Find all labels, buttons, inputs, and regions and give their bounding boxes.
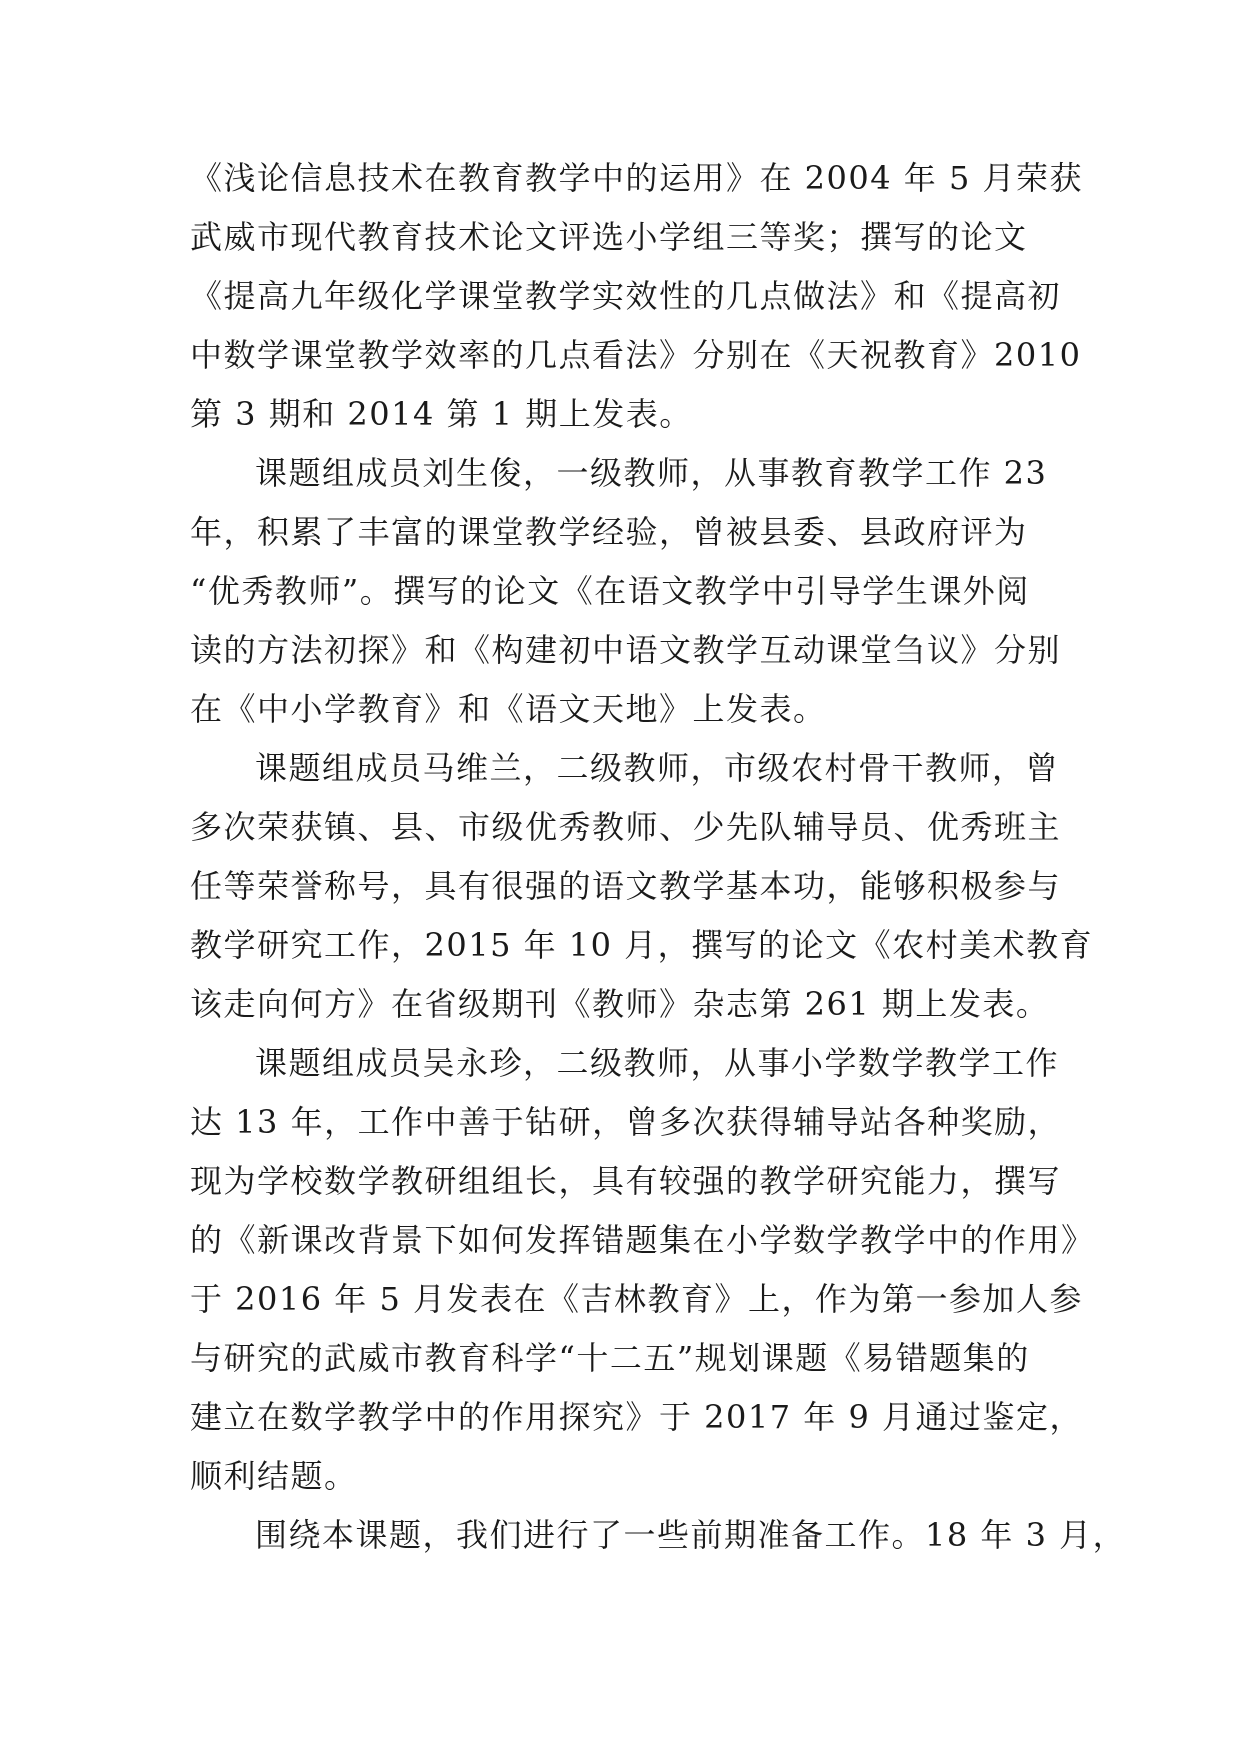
text-line: 多次荣获镇、县、市级优秀教师、少先队辅导员、优秀班主 xyxy=(190,808,1062,846)
text-line: 该走向何方》在省级期刊《教师》杂志第 261 期上发表。 xyxy=(190,985,1050,1023)
text-line: 现为学校数学教研组组长，具有较强的教学研究能力，撰写 xyxy=(190,1162,1062,1200)
paragraph-first-line: 课题组成员吴永珍，二级教师，从事小学数学教学工作 xyxy=(255,1044,1060,1082)
paragraph-first-line: 课题组成员刘生俊，一级教师，从事教育教学工作 23 xyxy=(255,454,1048,492)
paragraph-first-line: 课题组成员马维兰，二级教师，市级农村骨干教师，曾 xyxy=(255,749,1060,787)
text-line: “优秀教师”。撰写的论文《在语文教学中引导学生课外阅 xyxy=(190,572,1030,610)
text-line: 教学研究工作，2015 年 10 月，撰写的论文《农村美术教育 xyxy=(190,926,1094,964)
text-line: 《浅论信息技术在教育教学中的运用》在 2004 年 5 月荣获 xyxy=(190,159,1083,197)
text-line: 于 2016 年 5 月发表在《吉林教育》上，作为第一参加人参 xyxy=(190,1280,1083,1318)
text-line: 中数学课堂教学效率的几点看法》分别在《天祝教育》2010 xyxy=(190,336,1082,374)
text-line: 《提高九年级化学课堂教学实效性的几点做法》和《提高初 xyxy=(190,277,1062,315)
text-line: 读的方法初探》和《构建初中语文教学互动课堂刍议》分别 xyxy=(190,631,1062,669)
text-line: 在《中小学教育》和《语文天地》上发表。 xyxy=(190,690,827,728)
text-line: 达 13 年，工作中善于钻研，曾多次获得辅导站各种奖励， xyxy=(190,1103,1062,1141)
text-line: 与研究的武威市教育科学“十二五”规划课题《易错题集的 xyxy=(190,1339,1030,1377)
text-line: 任等荣誉称号，具有很强的语文教学基本功，能够积极参与 xyxy=(190,867,1062,905)
text-line: 的《新课改背景下如何发挥错题集在小学数学教学中的作用》 xyxy=(190,1221,1095,1259)
text-line: 顺利结题。 xyxy=(190,1457,358,1495)
text-line: 武威市现代教育技术论文评选小学组三等奖；撰写的论文 xyxy=(190,218,1028,256)
text-line: 第 3 期和 2014 第 1 期上发表。 xyxy=(190,395,693,433)
text-line: 建立在数学教学中的作用探究》于 2017 年 9 月通过鉴定， xyxy=(190,1398,1083,1436)
paragraph-first-line: 围绕本课题，我们进行了一些前期准备工作。18 年 3 月， xyxy=(255,1516,1127,1554)
text-line: 年，积累了丰富的课堂教学经验，曾被县委、县政府评为 xyxy=(190,513,1028,551)
